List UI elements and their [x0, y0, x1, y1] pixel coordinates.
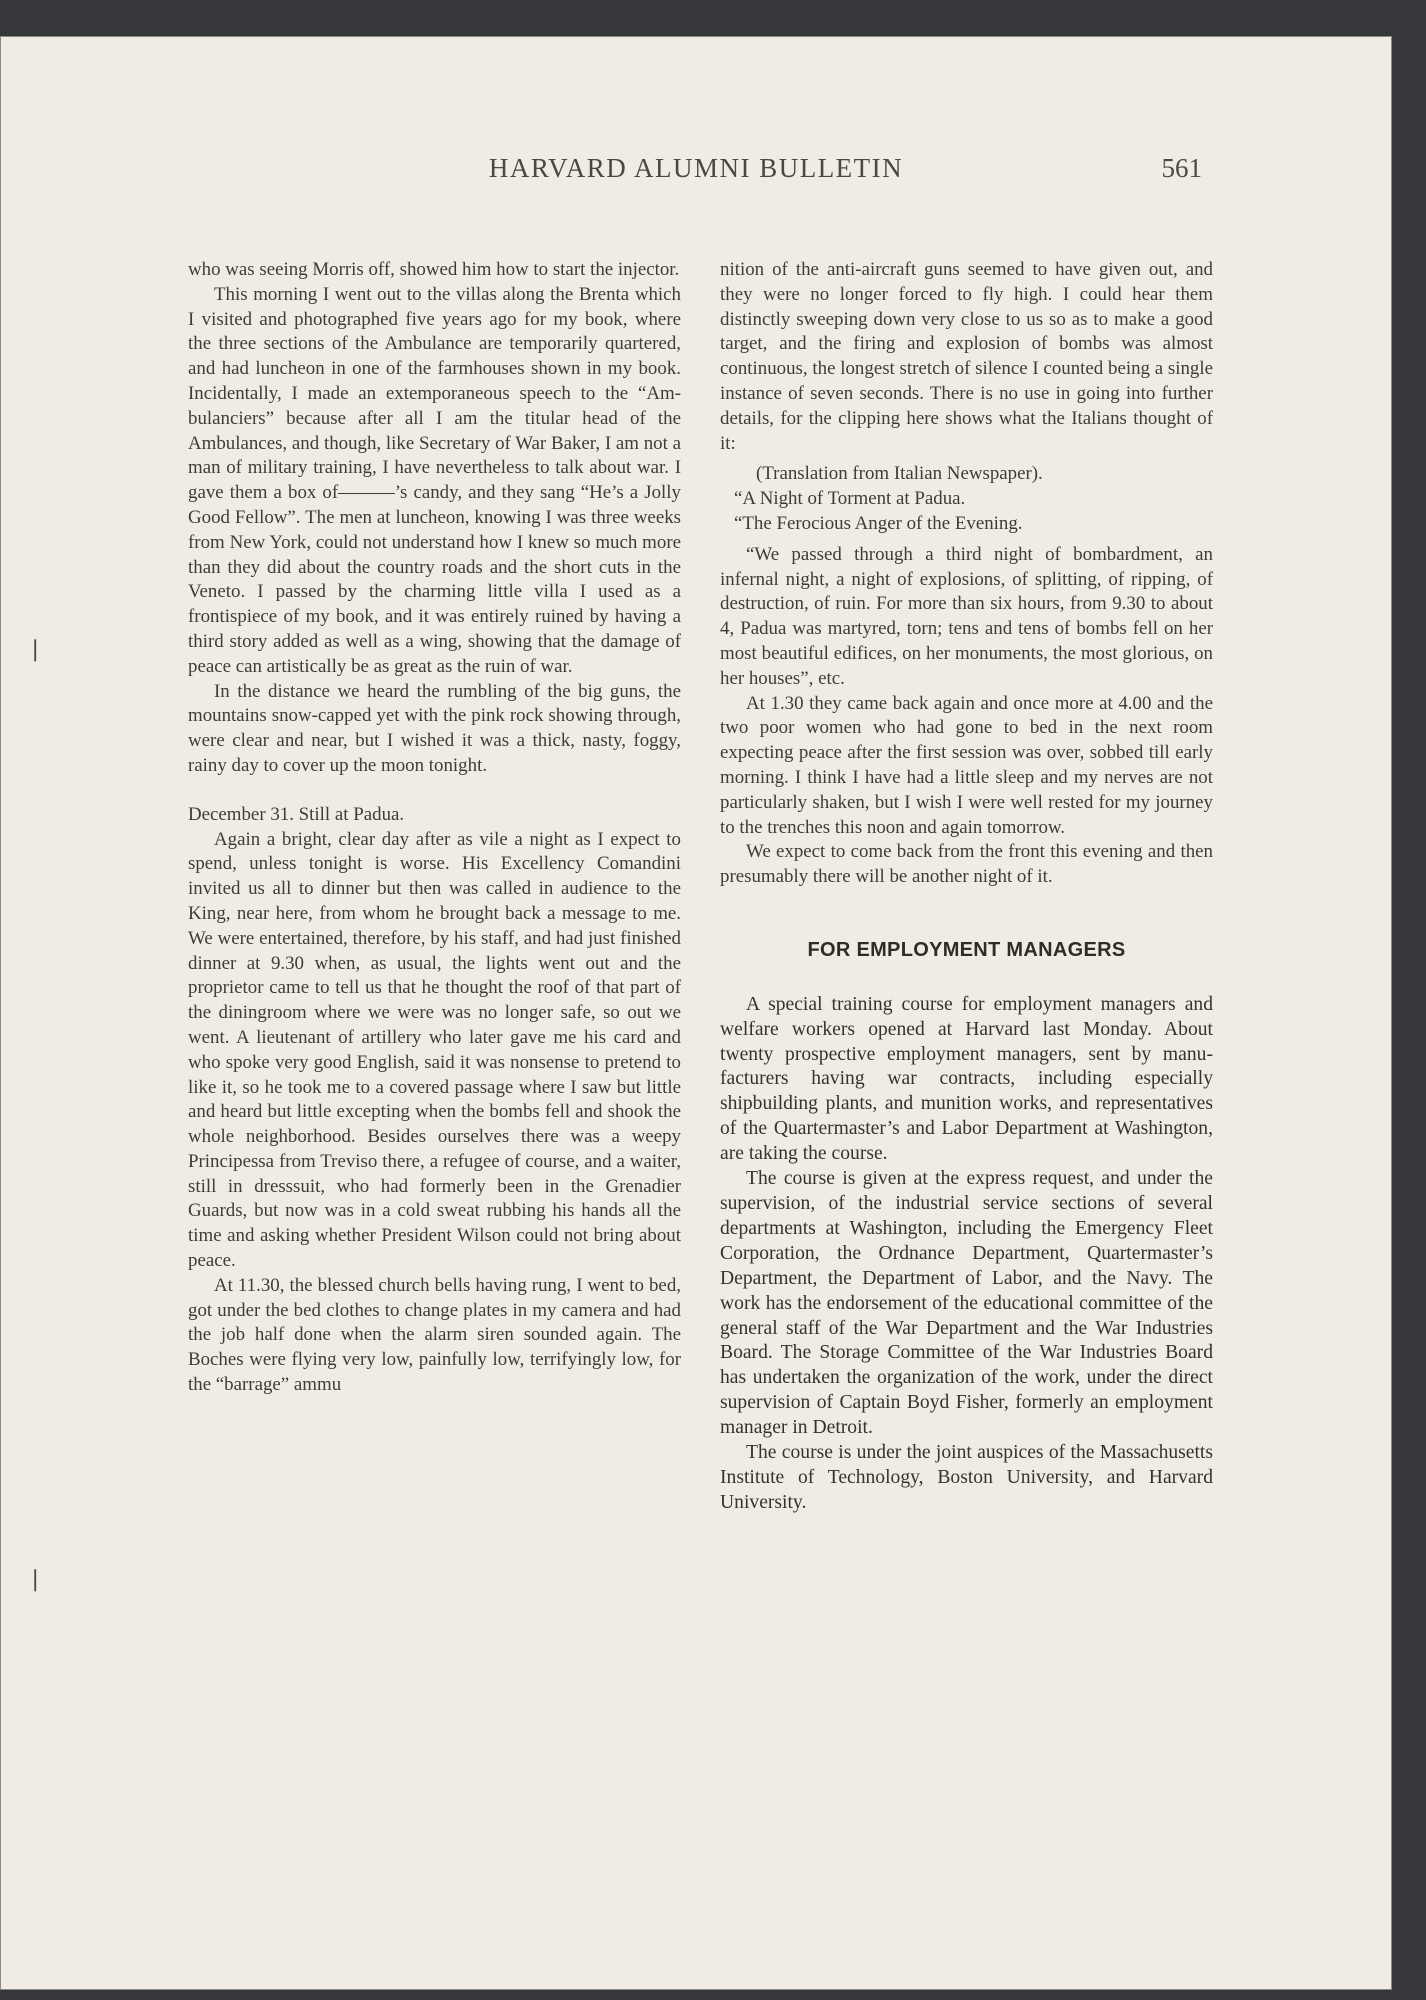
quote-line: (Translation from Italian Newspaper).	[756, 463, 1043, 485]
paragraph: Again a bright, clear day after as vile a night as I expect to spend, unless tonight is worse. His Excellency Comandini invited us all to dinner but then was called in audience to the King, near here, from whom he brought back a message to me. We were entertained, therefore, by his staff, and had just finished dinner at 9.30 when, as usual, the lights went out and the proprietor came to tell us that he thought the roof of that part of the diningroom where we were was no longer safe, so out we went. A lieutenant of artillery who later gave me his card and who spoke very good English, said it was nonsense to pretend to like it, so he took me to a covered passage where I saw but little and heard but little excepting when the bombs fell and shook the whole neighborhood. Besides ourselves there was a weepy Principessa from Treviso there, a refugee of course, and a waiter, still in dresssuit, who had formerly been in the Grenadier Guards, but now was in a cold sweat rubbing his hands all the time and asking whether President Wilson could not bring about peace.	[188, 828, 681, 1272]
paragraph: We expect to come back from the front this evening and then presumably there will be another night of it.	[720, 841, 1213, 888]
quote-line: “A Night of Torment at Padua.	[734, 488, 966, 510]
left-column	[188, 258, 681, 1398]
page-number: 561	[1161, 153, 1202, 183]
paragraph: At 1.30 they came back again and once more at 4.00 and the two poor women who had gone to bed in the next room expecting peace after the first session was over, sobbed till early morning. I think I have had a little sleep and my nerves are not particularly shaken, but I wish I were well rested for my journey to the trenches this noon and again tomorrow.	[720, 692, 1213, 838]
running-title: HARVARD ALUMNI BULLETIN	[488, 153, 904, 183]
paragraph: The course is given at the express request, and under the supervision, of the industrial service sections of several departments at Washington, including the Emergency Fleet Corporation, the Ordnance Department, Quartermaster’s Department, the Department of Labor, and the Navy. The work has the endorsement of the educational committee of the general staff of the War Department and the War Industries Board. The Storage Committee of the War Industries Board has undertaken the organization of the work, under the direct supervision of Captain Boyd Fisher, formerly an employment manager in Detroit.	[720, 1168, 1213, 1439]
quote-line: “The Ferocious Anger of the Evening.	[734, 512, 1023, 534]
paragraph: The course is under the joint auspices of the Massachusetts Institute of Technology, Boston University, and Harvard University.	[720, 1442, 1213, 1513]
employment-managers-article	[720, 993, 1213, 1516]
right-column	[720, 258, 1213, 1516]
page-header	[0, 153, 1392, 213]
paragraph: who was seeing Morris off, showed him how to start the injector.	[188, 259, 680, 280]
paragraph: A special training course for employment managers and welfare workers opened at Harvard last Monday. About twenty prospective employment managers, sent by manufacturers having war contracts, including especially shipbuilding plants, and munition works, and representatives of the Quartermaster’s and Labor Department at Washington, are taking the course.	[720, 993, 1213, 1165]
document-page	[0, 36, 1392, 1990]
paragraph: In the distance we heard the rumbling of the big guns, the mountains snow-capped yet with the pink rock showing through, were clear and near, but I wished it was a thick, nasty, foggy, rainy day to cover up the moon tonight.	[188, 680, 681, 776]
margin-mark: ❘	[26, 636, 45, 661]
margin-mark: ❘	[26, 1566, 45, 1591]
section-heading: FOR EMPLOYMENT MANAGERS	[807, 938, 1126, 961]
newspaper-quote-heading	[720, 462, 1213, 536]
paragraph: This morning I went out to the villas along the Brenta which I visited and photographed five years ago for my book, where the three sections of the Ambulance are temporarily quartered, and had luncheon in one of the farmhouses shown in my book. Incidentally, I made an extemporaneous speech to the “Ambulanciers” because after all I am the titular head of the Ambulances, and though, like Secretary of War Baker, I am not a man of military training, I have nevertheless to talk about war. I gave them a box of———’s candy, and they sang “He’s a Jolly Good Fellow”. The men at luncheon, knowing I was three weeks from New York, could not understand how I knew so much more than they did about the country roads and the short cuts in the Veneto. I passed by the charming little villa I used as a frontispiece of my book, and it was entirely ruined by having a third story added as well as a wing, showing that the damage of peace can artistically be as great as the ruin of war.	[188, 283, 681, 677]
paragraph: At 11.30, the blessed church bells having rung, I went to bed, got under the bed clothes to change plates in my camera and had the job half done when the alarm siren sounded again. The Boches were flying very low, painfully low, terrifyingly low, for the “barrage” ammu	[188, 1274, 681, 1396]
paragraph: nition of the anti-aircraft guns seemed to have given out, and they were no longer forced to fly high. I could hear them distinctly sweeping down very close to us so as to make a good target, and the firing and explosion of bombs was almost continuous, the longest stretch of silence I counted being a single instance of seven seconds. There is no use in going into further details, for the clipping here shows what the Italians thought of it:	[720, 259, 1213, 454]
diary-date-line: December 31. Still at Padua.	[188, 803, 405, 825]
paragraph: “We passed through a third night of bombardment, an infernal night, a night of explosions, of splitting, of ripping, of destruction, of ruin. For more than six hours, from 9.30 to about 4, Padua was martyred, torn; tens and tens of bombs fell on her most beautiful edifices, on her monuments, the most glorious, on her houses”, etc.	[720, 543, 1213, 689]
